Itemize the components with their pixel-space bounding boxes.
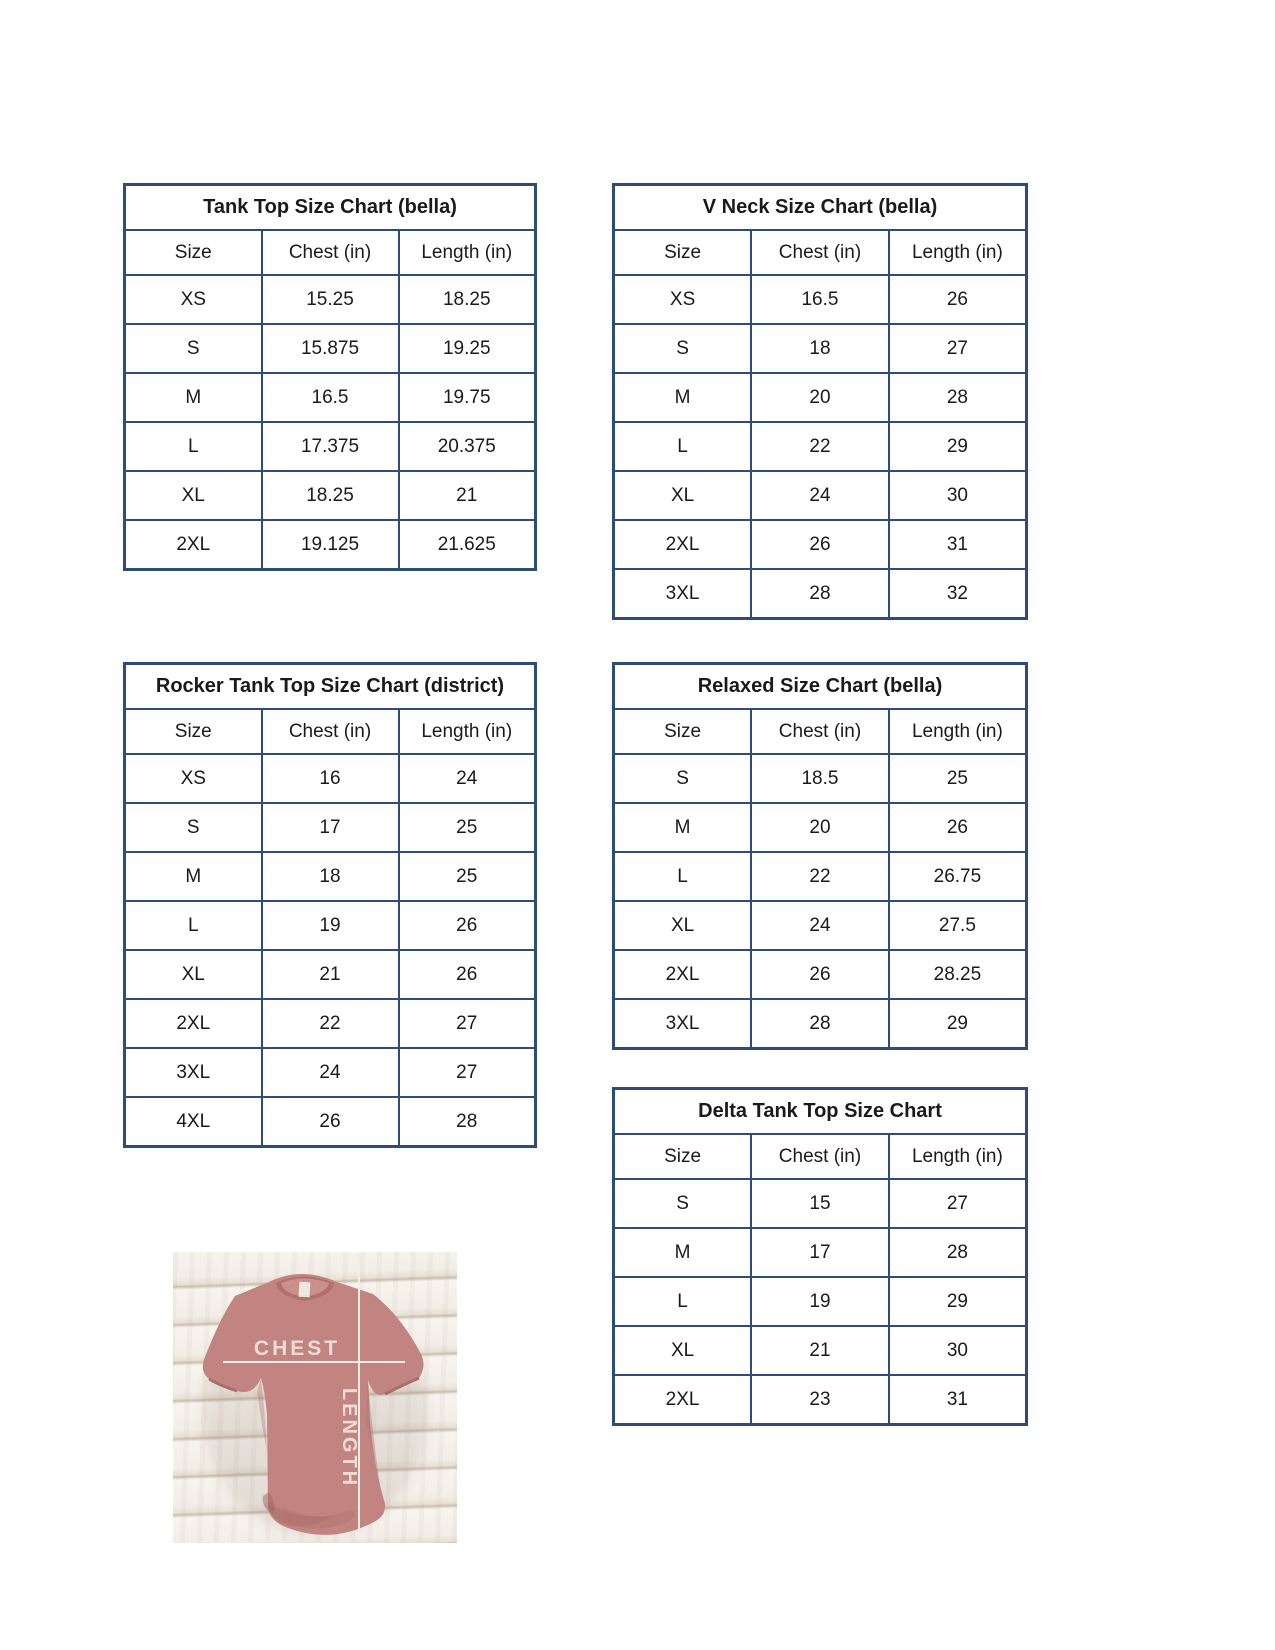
cell: 21	[262, 950, 399, 999]
column-header: Size	[614, 709, 752, 754]
column-header: Length (in)	[399, 709, 536, 754]
table-title: Delta Tank Top Size Chart	[614, 1089, 1027, 1135]
table-row	[125, 901, 536, 950]
table-header-row	[125, 230, 536, 275]
column-header: Chest (in)	[751, 230, 889, 275]
cell: 24	[751, 901, 889, 950]
table-row	[614, 999, 1027, 1049]
cell: XS	[125, 275, 262, 324]
table-row	[614, 1277, 1027, 1326]
cell: L	[614, 852, 752, 901]
column-header: Length (in)	[399, 230, 536, 275]
cell: 28	[399, 1097, 536, 1147]
cell: 22	[751, 852, 889, 901]
table-row	[125, 852, 536, 901]
shirt-measurement-photo	[173, 1252, 457, 1543]
table-row	[614, 1179, 1027, 1228]
cell: 4XL	[125, 1097, 262, 1147]
cell: XL	[125, 471, 262, 520]
table-row	[614, 901, 1027, 950]
cell: 29	[889, 999, 1027, 1049]
cell: XS	[614, 275, 752, 324]
column-header: Chest (in)	[751, 1134, 889, 1179]
column-header: Size	[125, 709, 262, 754]
table-title: Rocker Tank Top Size Chart (district)	[125, 664, 536, 710]
table-row	[614, 803, 1027, 852]
table-title-row	[614, 664, 1027, 710]
cell: 3XL	[614, 569, 752, 619]
table-row	[614, 520, 1027, 569]
cell: L	[125, 422, 262, 471]
v-neck-size-chart-table	[612, 183, 1028, 620]
table-row	[125, 950, 536, 999]
cell: 21	[399, 471, 536, 520]
table-title-row	[125, 664, 536, 710]
cell: 28.25	[889, 950, 1027, 999]
cell: 32	[889, 569, 1027, 619]
cell: 21	[751, 1326, 889, 1375]
cell: L	[614, 1277, 752, 1326]
table-title-row	[614, 1089, 1027, 1135]
table-row	[614, 852, 1027, 901]
cell: S	[614, 754, 752, 803]
table-row	[125, 275, 536, 324]
cell: 24	[399, 754, 536, 803]
cell: 2XL	[614, 1375, 752, 1425]
cell: 19.75	[399, 373, 536, 422]
table-row	[614, 275, 1027, 324]
cell: M	[125, 373, 262, 422]
cell: 28	[889, 1228, 1027, 1277]
table-row	[614, 1375, 1027, 1425]
column-header: Size	[614, 1134, 752, 1179]
cell: 26	[889, 803, 1027, 852]
table-row	[125, 803, 536, 852]
cell: 26	[399, 901, 536, 950]
cell: 22	[751, 422, 889, 471]
cell: 25	[399, 803, 536, 852]
tshirt-image	[173, 1252, 457, 1543]
cell: 25	[399, 852, 536, 901]
cell: 2XL	[614, 520, 752, 569]
cell: 16.5	[751, 275, 889, 324]
cell: 31	[889, 520, 1027, 569]
table-row	[614, 324, 1027, 373]
cell: 20.375	[399, 422, 536, 471]
cell: XS	[125, 754, 262, 803]
table-row	[614, 754, 1027, 803]
table-header-row	[614, 709, 1027, 754]
table-row	[614, 1228, 1027, 1277]
column-header: Size	[614, 230, 752, 275]
cell: 18	[262, 852, 399, 901]
cell: M	[125, 852, 262, 901]
delta-tank-top-size-chart-table	[612, 1087, 1028, 1426]
cell: 29	[889, 422, 1027, 471]
cell: 30	[889, 1326, 1027, 1375]
table-row	[614, 1326, 1027, 1375]
cell: 17	[262, 803, 399, 852]
table-row	[125, 373, 536, 422]
cell: XL	[614, 471, 752, 520]
cell: 28	[751, 999, 889, 1049]
cell: L	[614, 422, 752, 471]
column-header: Size	[125, 230, 262, 275]
cell: 15.875	[262, 324, 399, 373]
cell: 2XL	[614, 950, 752, 999]
cell: 25	[889, 754, 1027, 803]
cell: 19	[751, 1277, 889, 1326]
cell: 20	[751, 373, 889, 422]
tank-top-size-chart-bella	[123, 183, 537, 571]
table-row	[125, 1048, 536, 1097]
cell: S	[614, 324, 752, 373]
cell: 21.625	[399, 520, 536, 570]
cell: 26	[889, 275, 1027, 324]
cell: 18	[751, 324, 889, 373]
table-row	[125, 471, 536, 520]
cell: 24	[751, 471, 889, 520]
rocker-tank-top-size-chart-district	[123, 662, 537, 1148]
cell: 19	[262, 901, 399, 950]
table-row	[614, 373, 1027, 422]
cell: 15.25	[262, 275, 399, 324]
cell: 28	[889, 373, 1027, 422]
cell: 26	[751, 520, 889, 569]
table-row	[125, 324, 536, 373]
cell: 26.75	[889, 852, 1027, 901]
cell: M	[614, 803, 752, 852]
column-header: Length (in)	[889, 1134, 1027, 1179]
cell: 18.25	[262, 471, 399, 520]
cell: 17.375	[262, 422, 399, 471]
cell: 23	[751, 1375, 889, 1425]
table-header-row	[125, 709, 536, 754]
cell: 17	[751, 1228, 889, 1277]
cell: S	[125, 324, 262, 373]
cell: 27	[889, 1179, 1027, 1228]
relaxed-size-chart-table	[612, 662, 1028, 1050]
column-header: Chest (in)	[262, 709, 399, 754]
cell: 19.25	[399, 324, 536, 373]
rocker-tank-top-size-chart-table	[123, 662, 537, 1148]
cell: 3XL	[125, 1048, 262, 1097]
cell: 26	[399, 950, 536, 999]
cell: XL	[125, 950, 262, 999]
length-label: LENGTH	[338, 1387, 360, 1489]
cell: 19.125	[262, 520, 399, 570]
cell: 18.5	[751, 754, 889, 803]
table-row	[125, 520, 536, 570]
cell: 30	[889, 471, 1027, 520]
table-row	[614, 422, 1027, 471]
cell: 27	[889, 324, 1027, 373]
column-header: Length (in)	[889, 709, 1027, 754]
delta-tank-top-size-chart	[612, 1087, 1028, 1426]
table-title-row	[614, 185, 1027, 231]
column-header: Chest (in)	[751, 709, 889, 754]
cell: 22	[262, 999, 399, 1048]
table-row	[125, 754, 536, 803]
cell: 29	[889, 1277, 1027, 1326]
chest-label: CHEST	[253, 1337, 341, 1360]
cell: 27	[399, 1048, 536, 1097]
tank-top-size-chart-table	[123, 183, 537, 571]
cell: 27	[399, 999, 536, 1048]
cell: 16.5	[262, 373, 399, 422]
cell: 20	[751, 803, 889, 852]
column-header: Length (in)	[889, 230, 1027, 275]
table-title: V Neck Size Chart (bella)	[614, 185, 1027, 231]
v-neck-size-chart-bella	[612, 183, 1028, 620]
cell: 26	[262, 1097, 399, 1147]
cell: 2XL	[125, 999, 262, 1048]
table-header-row	[614, 1134, 1027, 1179]
neck-label-tag	[299, 1282, 311, 1298]
cell: L	[125, 901, 262, 950]
cell: 26	[751, 950, 889, 999]
table-row	[125, 999, 536, 1048]
cell: 31	[889, 1375, 1027, 1425]
cell: 15	[751, 1179, 889, 1228]
table-header-row	[614, 230, 1027, 275]
cell: M	[614, 373, 752, 422]
cell: M	[614, 1228, 752, 1277]
cell: 3XL	[614, 999, 752, 1049]
table-row	[614, 950, 1027, 999]
cell: 28	[751, 569, 889, 619]
cell: XL	[614, 901, 752, 950]
cell: 16	[262, 754, 399, 803]
table-title: Relaxed Size Chart (bella)	[614, 664, 1027, 710]
table-row	[614, 471, 1027, 520]
table-row	[614, 569, 1027, 619]
cell: 2XL	[125, 520, 262, 570]
cell: XL	[614, 1326, 752, 1375]
relaxed-size-chart-bella	[612, 662, 1028, 1050]
table-title-row	[125, 185, 536, 231]
cell: 24	[262, 1048, 399, 1097]
cell: 27.5	[889, 901, 1027, 950]
cell: 18.25	[399, 275, 536, 324]
cell: S	[125, 803, 262, 852]
table-row	[125, 422, 536, 471]
cell: S	[614, 1179, 752, 1228]
table-title: Tank Top Size Chart (bella)	[125, 185, 536, 231]
column-header: Chest (in)	[262, 230, 399, 275]
table-row	[125, 1097, 536, 1147]
